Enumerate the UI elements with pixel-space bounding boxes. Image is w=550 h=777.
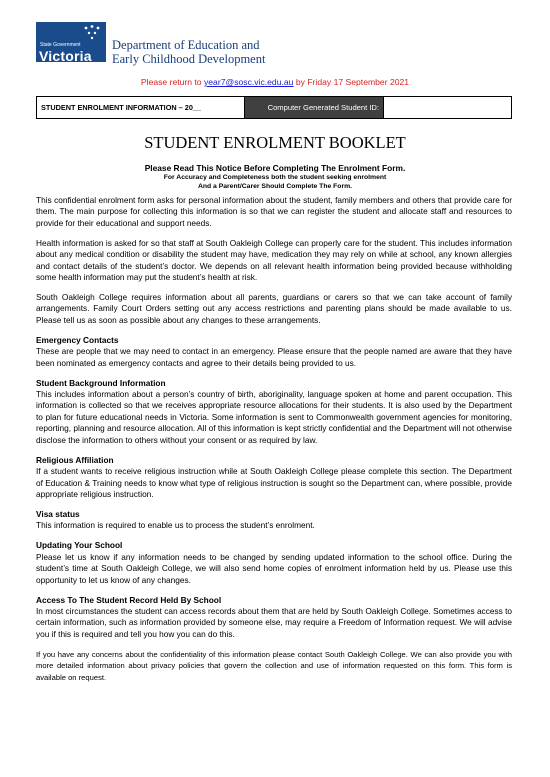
student-id-field[interactable] xyxy=(384,97,512,119)
visa-text: This information is required to enable us to process the student’s enrolment. xyxy=(36,520,315,531)
department-name-line-1: Department of Education and xyxy=(112,38,260,52)
crown-stars-icon xyxy=(80,24,104,42)
closing-paragraph: If you have any concerns about the confidentiality of this information please contact South Oakleigh College. We can also provide you with more detailed information about privacy policies that govern the collection and use of information requested on this form. This form is available on request. xyxy=(36,649,512,682)
religious-heading: Religious Affiliation xyxy=(36,454,114,465)
logo-victoria: Victoria xyxy=(39,48,92,64)
emergency-text: These are people that we may need to contact in an emergency. Please ensure that the people named are aware that they have been nominated as emergency contacts and agree to their details being provided to us. xyxy=(36,346,512,368)
enrolment-info-cell: STUDENT ENROLMENT INFORMATION – 20__ xyxy=(37,97,245,119)
enrolment-info-table xyxy=(36,96,512,119)
notice-subheading-1: For Accuracy and Completeness both the student seeking enrolment xyxy=(163,174,387,181)
victoria-logo xyxy=(36,22,106,62)
health-paragraph: Health information is asked for so that staff at South Oakleigh College can properly care for the student. This includes information about any medical condition or disability the student may have, medication they may rely on while at school, any known allergies and contact details of the student’s doctor. We depends on all relevant health information being provided because withholding some health information may put the student’s health at risk. xyxy=(36,237,512,283)
return-email-link[interactable]: year7@sosc.vic.edu.au xyxy=(203,77,294,87)
religious-text: If a student wants to receive religious instruction while at South Oakleigh College please complete this section. The Department of Education & Training needs to know what type of religious instruction is sought so the Department can, where possible, provide appropriate religious instruction. xyxy=(36,466,512,499)
department-name xyxy=(112,38,265,66)
page-title: STUDENT ENROLMENT BOOKLET xyxy=(144,133,406,152)
access-heading: Access To The Student Record Held By School xyxy=(36,594,222,605)
updating-heading: Updating Your School xyxy=(36,540,123,551)
access-text: In most circumstances the student can access records about them that are held by South Oakleigh College. Sometimes access to certain information, such as information provided by someone else, may require a Freedom of Information request. We will advise you if this is required and tell you how you can do this. xyxy=(36,605,512,639)
parents-paragraph: South Oakleigh College requires information about all parents, guardians or carers so that we can take account of family arrangements. Family Court Orders setting out any access restrictions and parenting plans should be made available to us. Please tell us as soon as possible about any changes to these arrangements. xyxy=(36,292,512,325)
notice-subheading-2: And a Parent/Carer Should Complete The Form. xyxy=(197,183,353,190)
return-suffix: by Friday 17 September 2021 xyxy=(293,77,410,87)
logo-state-government: State Government xyxy=(40,42,81,48)
generated-id-label: Computer Generated Student ID: xyxy=(245,97,384,119)
department-logo xyxy=(36,22,336,66)
intro-paragraph: This confidential enrolment form asks for personal information about the student, family members and others that provide care for them. The main purpose for collecting this information is so that we can register the student and allocate staff and resources to provide for their educational and support needs. xyxy=(36,195,512,228)
visa-heading: Visa status xyxy=(36,508,80,519)
background-heading: Student Background Information xyxy=(36,377,166,388)
updating-text: Please let us know if any information needs to be changed by sending updated information to the school office. During the student’s time at South Oakleigh College, we will also send home copies of enrolment information held by us. Please use this opportunity to let us know of any changes. xyxy=(36,551,512,585)
emergency-heading: Emergency Contacts xyxy=(36,334,119,345)
notice-heading: Please Read This Notice Before Completing The Enrolment Form. xyxy=(144,163,406,173)
booklet-body xyxy=(36,195,512,683)
return-prefix: Please return to xyxy=(140,77,204,87)
background-text: This includes information about a person’s country of birth, aboriginality, language spoken at home and parent occupation. This information is collected so that we receives appropriate resource allocations for their students. It is also used by the Department to plan for future educational needs in Victoria. Some information is sent to Commonwealth government agencies for monitoring, reporting, planning and resource allocation. All of this information is kept strictly confidential and the Department will not otherwise disclose the information to others without your consent or as required by law. xyxy=(36,389,512,445)
department-name-line-2: Early Childhood Development xyxy=(112,52,266,66)
return-notice xyxy=(0,77,550,87)
